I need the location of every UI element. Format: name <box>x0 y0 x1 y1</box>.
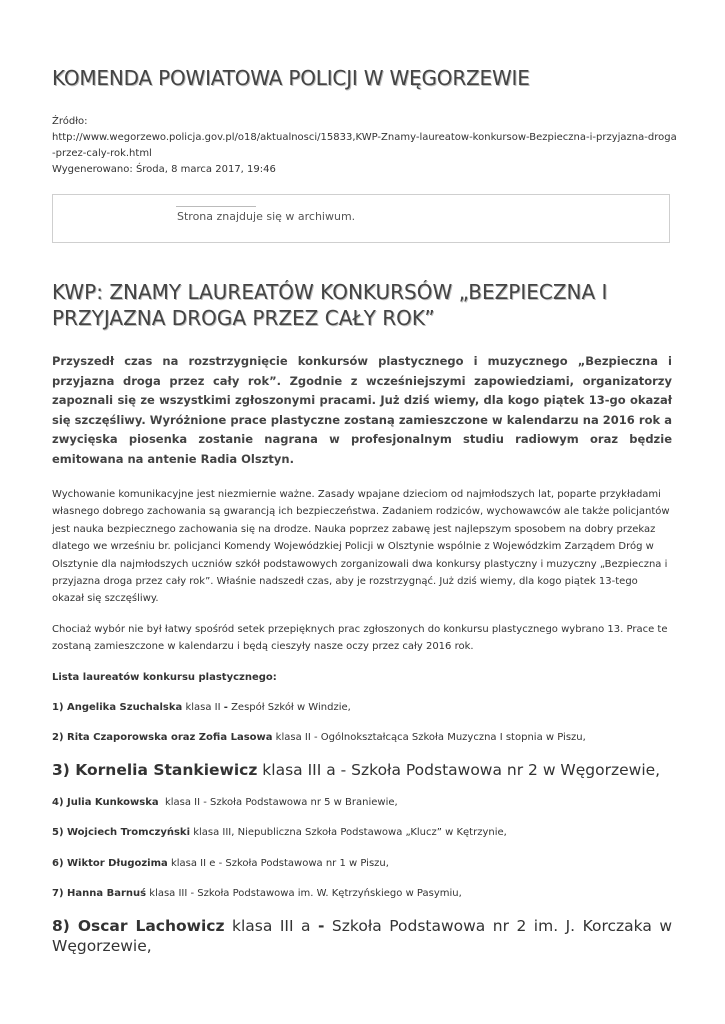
winner-details: klasa III a - Szkoła Podstawowa nr 2 w Węgorzewie, <box>257 760 661 779</box>
winner-name: 6) Wiktor Długozima <box>52 857 168 869</box>
winner-separator: - <box>223 702 228 714</box>
winner-item <box>52 760 672 780</box>
source-meta <box>52 114 677 178</box>
winner-name: 3) Kornelia Stankiewicz <box>52 760 258 779</box>
source-url: http://www.wegorzewo.policja.gov.pl/o18/aktualnosci/15833,KWP-Znamy-laureatow-konkursow-Bezpieczna-i-przyjazna-droga-przez-caly-rok.html <box>52 132 677 159</box>
winner-details: klasa II - Ogólnokształcąca Szkoła Muzyczna I stopnia w Piszu, <box>272 732 586 744</box>
winner-item <box>52 699 672 716</box>
winner-item <box>52 824 672 841</box>
winner-details: klasa III a <box>224 916 319 935</box>
winner-separator: - <box>318 916 325 935</box>
winner-item <box>52 885 672 902</box>
winners-list-heading: Lista laureatów konkursu plastycznego: <box>52 671 277 683</box>
winner-name: 8) Oscar Lachowicz <box>52 916 225 935</box>
winner-school: Niepubliczna Szkoła Podstawowa „Klucz” w Kętrzynie, <box>234 827 507 839</box>
winner-school: Zespół Szkół w Windzie, <box>227 702 351 714</box>
archive-notice: Strona znajduje się w archiwum. <box>177 210 356 223</box>
winner-item <box>52 916 672 956</box>
article-paragraph: Chociaż wybór nie był łatwy spośród setek przepięknych prac zgłoszonych do konkursu plastycznego wybrano 13. Prace te zostaną zamieszczone w kalendarzu i będą cieszyły nasze oczy przez cały 2016 rok. <box>52 623 668 653</box>
article-body <box>52 486 672 970</box>
winner-name: 1) Angelika Szuchalska <box>52 702 183 714</box>
winner-item <box>52 794 672 811</box>
winner-details: klasa II e - Szkoła Podstawowa nr 1 w Piszu, <box>167 857 389 869</box>
archive-notice-box <box>52 194 670 243</box>
winner-item <box>52 729 672 746</box>
generated-date: Wygenerowano: Środa, 8 marca 2017, 19:46 <box>52 164 276 175</box>
winner-details: klasa II - Szkoła Podstawowa nr 5 w Braniewie, <box>158 796 398 808</box>
winner-name: 2) Rita Czaporowska oraz Zofia Lasowa <box>52 732 273 744</box>
winner-name: 7) Hanna Barnuś <box>52 888 147 900</box>
winner-separator: , <box>231 827 235 839</box>
winner-name: 5) Wojciech Tromczyński <box>52 827 191 839</box>
winner-item <box>52 855 672 872</box>
winner-name: 4) Julia Kunkowska <box>52 796 159 808</box>
archive-divider <box>176 206 256 207</box>
winner-details: klasa II <box>182 702 224 714</box>
winner-school: Szkoła Podstawowa nr 2 im. J. Korczaka w Węgorzewie, <box>52 916 673 955</box>
article-lead: Przyszedł czas na rozstrzygnięcie konkursów plastycznego i muzycznego „Bezpieczna i przyjazna droga przez cały rok”. Zgodnie z wcześniejszymi zapowiedziami, organizatorzy zapoznali się ze wszystkimi zgłoszonymi pracami. Już dziś wiemy, dla kogo piątek 13-go okazał się szczęśliwy. Wyróżnione prace plastyczne zostaną zamieszczone w kalendarzu na 2016 rok a zwycięska piosenka zostanie nagrana w profesjonalnym studiu radiowym oraz będzie emitowana na antenie Radia Olsztyn. <box>52 354 672 466</box>
winner-details: klasa III <box>190 827 232 839</box>
site-title: KOMENDA POWIATOWA POLICJI W WĘGORZEWIE <box>52 66 530 90</box>
winner-details: klasa III - Szkoła Podstawowa im. W. Kętrzyńskiego w Pasymiu, <box>146 888 462 900</box>
article-paragraph: Wychowanie komunikacyjne jest niezmiernie ważne. Zasady wpajane dzieciom od najmłodszych lat, poparte przykładami własnego dobrego zachowania są gwarancją ich bezpieczeństwa. Zadaniem rodziców, wychowawców ale także policjantów jest nauka bezpiecznego zachowania się na drodze. Nauka poprzez zabawę jest najlepszym sposobem na dobry przekaz dlatego we wrześniu br. policjanci Komendy Wojewódzkiej Policji w Olsztynie wspólnie z Wojewódzkim Zarządem Dróg w Olsztynie dla najmłodszych uczniów szkół podstawowych zorganizowali dwa konkursy plastyczny i muzyczny „Bezpieczna i przyjazna droga przez cały rok”. Właśnie nadszedł czas, aby je rozstrzygnąć. Już dziś wiemy, dla kogo piątek 13-tego okazał się szczęśliwy. <box>52 489 670 605</box>
source-label: Źródło: <box>52 116 88 127</box>
article-title: KWP: ZNAMY LAUREATÓW KONKURSÓW „BEZPIECZNA I PRZYJAZNA DROGA PRZEZ CAŁY ROK” <box>52 280 608 330</box>
